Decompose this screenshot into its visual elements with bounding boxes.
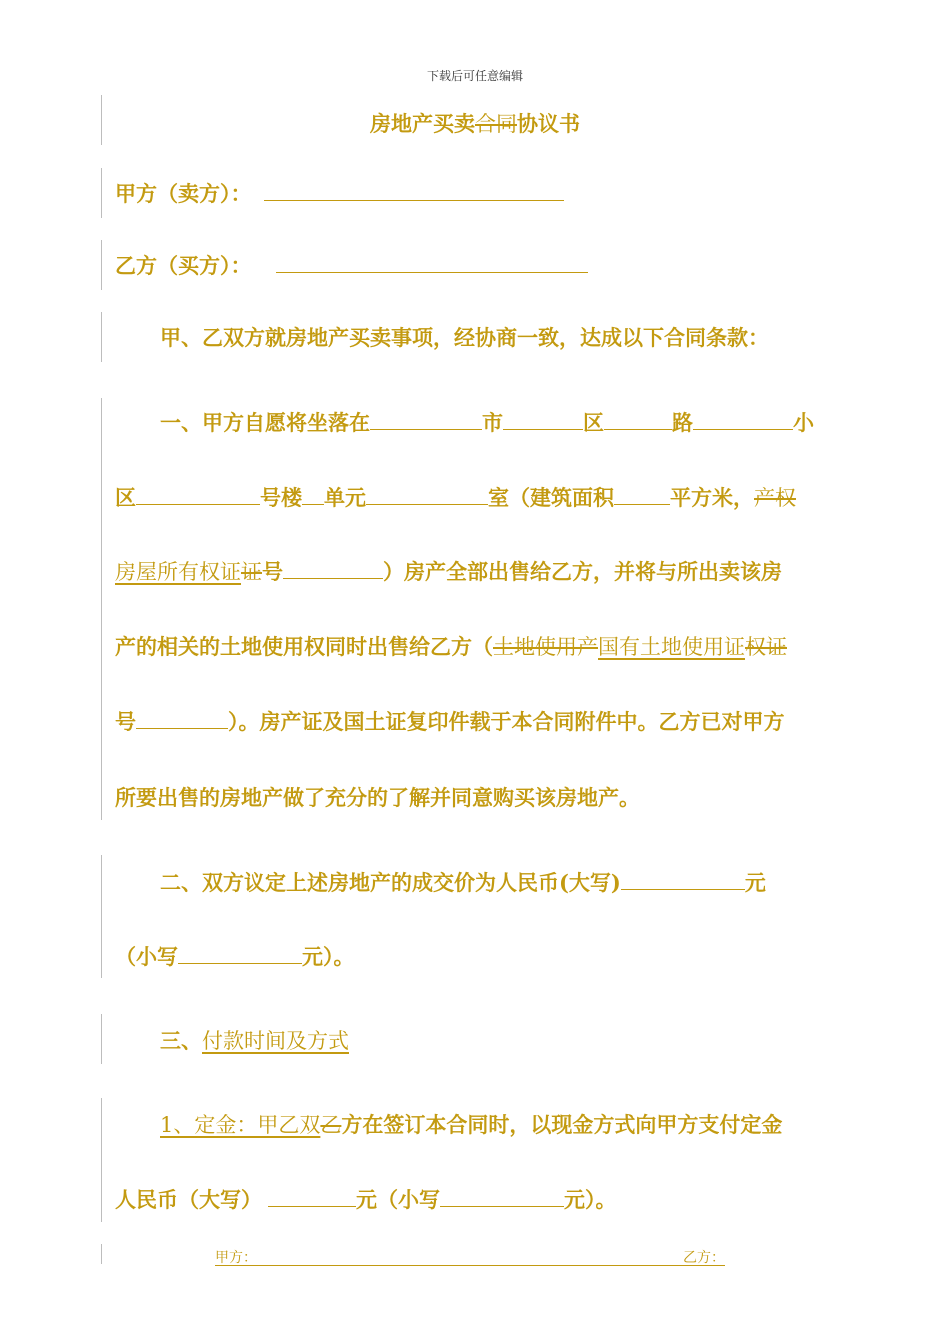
clause1-line1 [160, 409, 814, 437]
party-a-blank [264, 180, 564, 201]
clause2-text: （小写 [115, 944, 178, 969]
clause1-text: 号 [115, 709, 136, 734]
clause1-text: 室（建筑面积 [488, 485, 614, 510]
clause1-line2 [115, 484, 796, 512]
clause1-text: 产的相关的土地使用权同时出售给乙方（ [115, 634, 493, 659]
document-title [0, 108, 950, 138]
footer-party-b: 乙方： [683, 1250, 725, 1266]
revision-bar [101, 1014, 102, 1064]
footer-signature-line [215, 1247, 725, 1266]
party-b-label: 乙方（买方）： [115, 253, 252, 278]
clause1-text: 号楼 [260, 485, 302, 510]
clause1-text: ）。房产证及国土证复印件载于本合同附件中。乙方已对甲方 [228, 709, 785, 734]
clause3-text: 人民币（大写） [115, 1187, 262, 1212]
certificate-blank [283, 558, 383, 579]
land-cert-blank [136, 708, 228, 729]
clause3-text: 方在签订本合同时，以现金方式向甲方支付定金 [341, 1112, 783, 1137]
clause1-text: 平方米， [670, 485, 754, 510]
clause1-line3 [115, 558, 782, 586]
clause1-text: 市 [482, 410, 503, 435]
deleted-text: 土地使用产 [493, 635, 598, 659]
deleted-text: 证 [241, 560, 262, 584]
clause1-text: 单元 [324, 485, 366, 510]
preamble: 甲、乙双方就房地产买卖事项，经协商一致，达成以下合同条款： [160, 325, 769, 350]
clause2-line1 [160, 869, 766, 897]
party-a-label: 甲方（卖方）： [115, 181, 252, 206]
clause1-line5 [115, 708, 785, 736]
community-name-blank [136, 484, 260, 505]
clause1-line4 [115, 633, 787, 661]
title-prefix: 房地产买卖 [370, 111, 475, 136]
deposit-words-blank [268, 1186, 356, 1207]
clause2-text: 元 [744, 870, 766, 895]
community-blank [693, 409, 793, 430]
revision-bar [101, 855, 102, 978]
price-words-blank [621, 869, 745, 890]
deleted-text: 乙 [320, 1113, 342, 1137]
revision-bar [101, 168, 102, 218]
clause3-1-line1 [160, 1111, 782, 1139]
party-b-blank [276, 252, 588, 273]
clause1-text: 号 [262, 559, 283, 584]
clause2-line2 [115, 943, 355, 971]
clause3-text: 元）。 [564, 1187, 617, 1212]
inserted-text: 国有土地使用证 [598, 635, 745, 659]
clause1-text: 路 [672, 410, 693, 435]
title-suffix: 协议书 [517, 111, 580, 136]
header-note: 下载后可任意编辑 [426, 69, 523, 83]
clause3-1-line2 [115, 1186, 617, 1214]
district-blank [503, 409, 583, 430]
inserted-text: 付款时间及方式 [202, 1029, 349, 1053]
inserted-text: 1、定金：甲乙双 [160, 1113, 321, 1137]
deleted-text: 权证 [745, 635, 787, 659]
revision-bar [101, 312, 102, 362]
clause2-text: 二、双方议定上述房地产的成交价为人民币(大写) [160, 870, 621, 895]
title-deleted: 合同 [475, 112, 517, 136]
revision-bar [101, 1098, 102, 1222]
clause1-line6: 所要出售的房地产做了充分的了解并同意购买该房地产。 [115, 785, 640, 810]
clause1-text: 小 [793, 410, 814, 435]
deleted-text: 产权 [754, 486, 796, 510]
party-b-line [115, 252, 588, 280]
clause3-text: 元（小写 [356, 1187, 440, 1212]
clause1-text: 一、甲方自愿将坐落在 [160, 410, 370, 435]
price-figures-blank [178, 943, 302, 964]
road-blank [604, 409, 672, 430]
clause2-text: 元）。 [302, 944, 355, 969]
deposit-figures-blank [440, 1186, 564, 1207]
revision-bar [101, 240, 102, 290]
unit-blank [302, 484, 324, 505]
footer-party-a: 甲方： [215, 1250, 257, 1266]
clause3-heading [160, 1027, 349, 1055]
area-blank [614, 484, 670, 505]
inserted-text: 房屋所有权证 [115, 560, 241, 584]
clause1-text: ）房产全部出售给乙方，并将与所出卖该房 [383, 559, 782, 584]
clause3-prefix: 三、 [160, 1028, 202, 1053]
revision-bar [101, 398, 102, 820]
revision-bar [101, 1244, 102, 1264]
room-blank [366, 484, 488, 505]
city-blank [370, 409, 482, 430]
clause1-text: 区 [583, 410, 604, 435]
party-a-line [115, 180, 564, 208]
clause1-text: 区 [115, 485, 136, 510]
